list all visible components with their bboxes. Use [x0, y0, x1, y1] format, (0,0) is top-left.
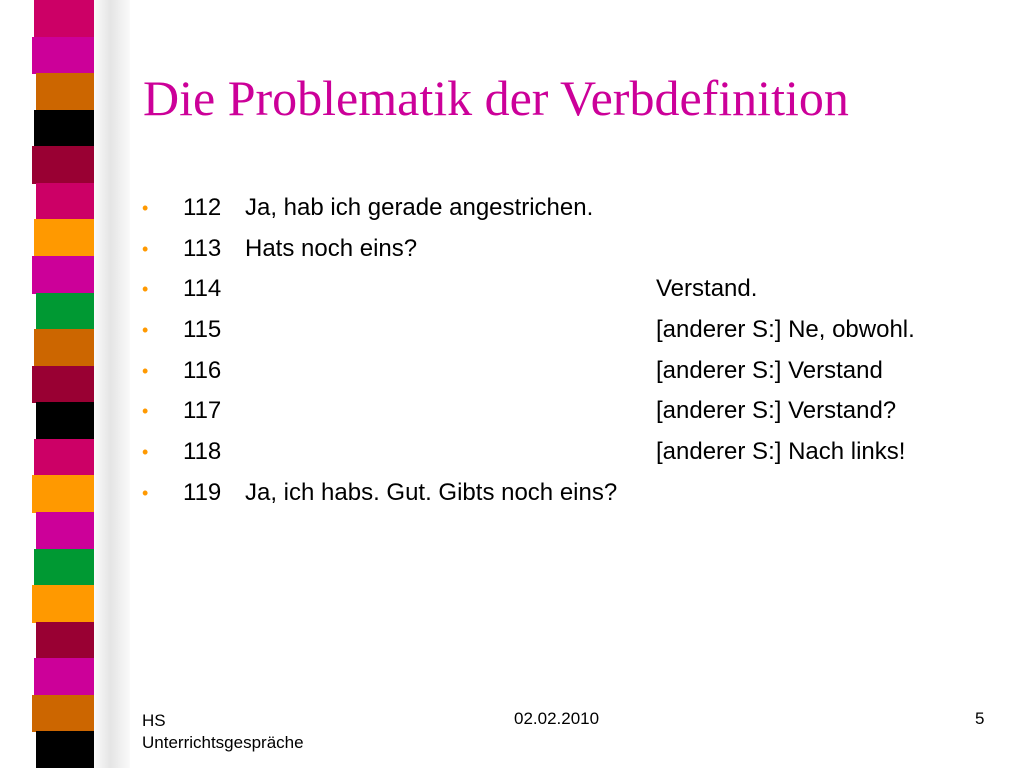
stripe-segment — [32, 256, 94, 294]
line-text: Verstand. — [656, 275, 758, 303]
line-number: 115 — [183, 316, 222, 344]
bullet-icon: • — [142, 401, 149, 422]
line-number: 116 — [183, 356, 222, 384]
stripe-segment — [36, 622, 94, 660]
line-text: [anderer S:] Verstand? — [656, 397, 897, 425]
stripe-segment — [32, 146, 94, 184]
stripe-segment — [34, 439, 94, 477]
stripe-segment — [32, 37, 94, 75]
stripe-segment — [32, 475, 94, 513]
stripe-segment — [34, 0, 94, 38]
line-text: [anderer S:] Nach links! — [656, 438, 906, 466]
stripe-segment — [34, 110, 94, 148]
line-text: Ja, hab ich gerade angestrichen. — [245, 194, 594, 221]
decorative-stripe — [0, 0, 130, 768]
bullet-icon: • — [142, 198, 149, 218]
slide-title: Die Problematik der Verbdefinition — [143, 70, 849, 126]
stripe-segment — [34, 549, 94, 587]
stripe-segment — [36, 73, 94, 111]
stripe-segment — [32, 695, 94, 733]
bullet-icon: • — [142, 238, 149, 259]
line-number: 117 — [183, 397, 222, 425]
footer-course-line1: HS — [142, 711, 166, 730]
bullet-icon: • — [142, 442, 149, 463]
footer-course — [142, 710, 362, 754]
stripe-segment — [32, 585, 94, 623]
line-number: 118 — [183, 438, 222, 466]
stripe-band — [32, 0, 98, 768]
stripe-segment — [34, 329, 94, 367]
bullet-icon: • — [142, 360, 149, 381]
footer-date: 02.02.2010 — [514, 709, 600, 728]
stripe-segment — [36, 293, 94, 331]
line-number: 119 — [183, 478, 222, 506]
footer-course-line2: Unterrichtsgespräche — [142, 733, 304, 752]
line-text: Ja, ich habs. Gut. Gibts noch eins? — [245, 478, 618, 506]
line-text: [anderer S:] Ne, obwohl. — [656, 316, 915, 344]
line-text: Hats noch eins? — [245, 234, 418, 262]
stripe-segment — [36, 731, 94, 768]
line-text: [anderer S:] Verstand — [656, 356, 883, 384]
bullet-icon: • — [142, 320, 149, 341]
bullet-icon: • — [142, 279, 149, 300]
stripe-segment — [36, 183, 94, 221]
stripe-segment — [36, 512, 94, 550]
footer-page-number: 5 — [975, 709, 985, 728]
stripe-segment — [32, 366, 94, 404]
line-number: 114 — [183, 275, 222, 303]
stripe-segment — [34, 658, 94, 696]
line-number: 112 — [183, 194, 222, 221]
line-number: 113 — [183, 234, 222, 262]
stripe-segment — [36, 402, 94, 440]
bullet-icon: • — [142, 482, 149, 503]
stripe-segment — [34, 219, 94, 257]
